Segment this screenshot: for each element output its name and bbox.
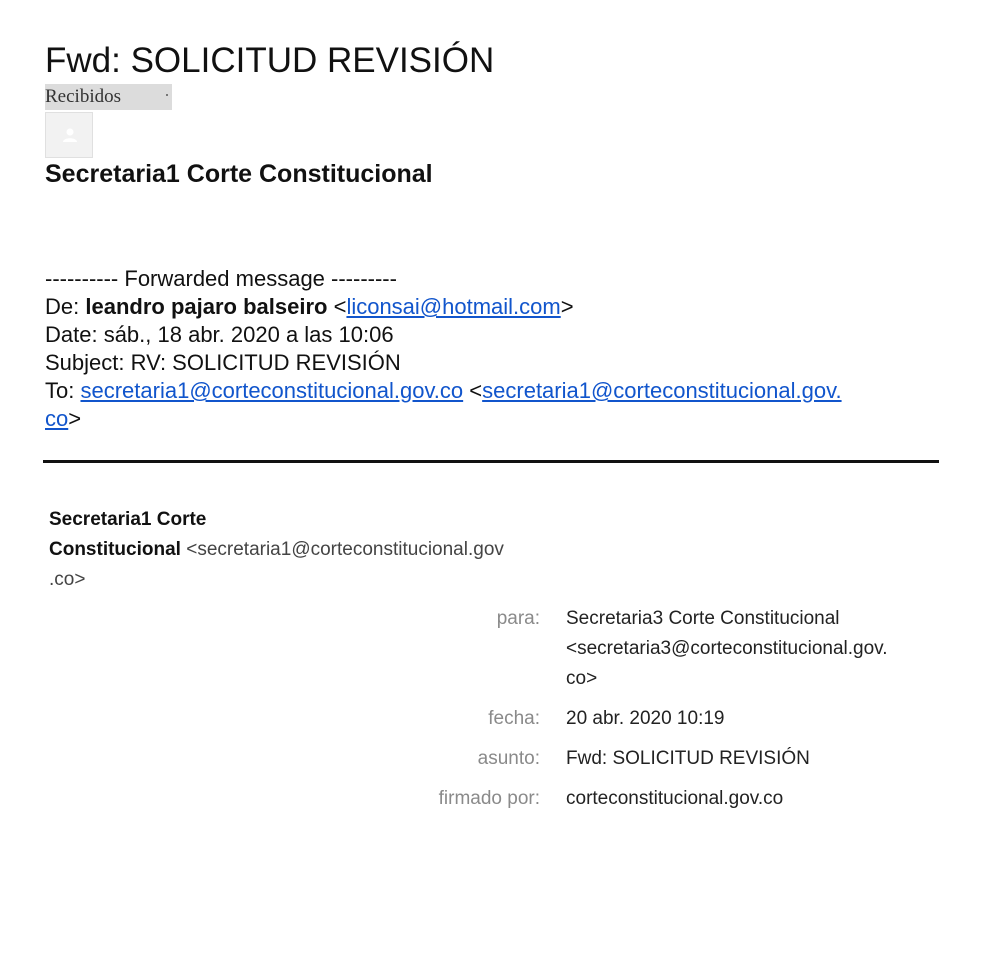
bracket-open: < [333, 294, 347, 319]
from-label: De: [45, 294, 80, 319]
person-icon [61, 126, 79, 144]
details-sender-line-2 [49, 535, 589, 565]
label-remove-icon[interactable] [166, 94, 168, 96]
details-value: 20 abr. 2020 10:19 [566, 708, 725, 729]
to-label: To: [45, 378, 75, 403]
sender-avatar[interactable] [45, 112, 93, 158]
details-sender-name-2: Constitucional [49, 539, 181, 560]
sender-name: Secretaria1 Corte Constitucional [45, 160, 433, 188]
details-sender [49, 505, 589, 595]
details-sender-email-end: .co> [49, 569, 86, 590]
details-value [566, 604, 936, 694]
bracket-close: > [68, 406, 82, 431]
details-sender-email: <secretaria1@corteconstitucional.gov [186, 539, 504, 560]
details-key: fecha: [488, 708, 540, 729]
details-key: asunto: [477, 748, 540, 769]
inbox-label-text: Recibidos [45, 86, 121, 107]
forwarded-date-line: Date: sáb., 18 abr. 2020 a las 10:06 [45, 322, 394, 347]
details-value-line: <secretaria3@corteconstitucional.gov. [566, 638, 888, 659]
details-row-fecha [380, 704, 960, 734]
forwarded-from-line [45, 293, 945, 321]
to-email-link[interactable]: secretaria1@corteconstitucional.gov.co [80, 378, 464, 403]
forwarded-to-line [45, 377, 945, 405]
to-email-bracket-link[interactable]: secretaria1@corteconstitucional.gov. [482, 378, 842, 403]
details-row-firmado [380, 784, 960, 814]
from-name: leandro pajaro balseiro [85, 294, 328, 319]
bracket-close: > [560, 294, 574, 319]
details-sender-line-3 [49, 565, 589, 595]
details-value: Fwd: SOLICITUD REVISIÓN [566, 748, 810, 769]
details-sender-name-1: Secretaria1 Corte [49, 509, 207, 530]
details-value-line: co> [566, 668, 598, 689]
inbox-label-chip[interactable] [45, 84, 172, 110]
details-value-line: Secretaria3 Corte Constitucional [566, 608, 840, 629]
forwarded-separator: ---------- Forwarded message --------- [45, 266, 397, 291]
details-key: firmado por: [438, 788, 540, 809]
details-key: para: [496, 608, 540, 629]
details-value: corteconstitucional.gov.co [566, 788, 784, 809]
details-table [380, 604, 960, 824]
details-sender-line-1 [49, 505, 589, 535]
divider-line [43, 460, 939, 463]
email-subject: Fwd: SOLICITUD REVISIÓN [45, 41, 495, 80]
forwarded-message [45, 265, 945, 433]
forwarded-subject-line: Subject: RV: SOLICITUD REVISIÓN [45, 350, 401, 375]
to-email-bracket-link-end[interactable]: co [45, 406, 69, 431]
details-row-para [380, 604, 960, 694]
from-email-link[interactable]: liconsai@hotmail.com [346, 294, 561, 319]
details-row-asunto [380, 744, 960, 774]
forwarded-to-line-wrap [45, 405, 945, 433]
bracket-open: < [469, 378, 483, 403]
